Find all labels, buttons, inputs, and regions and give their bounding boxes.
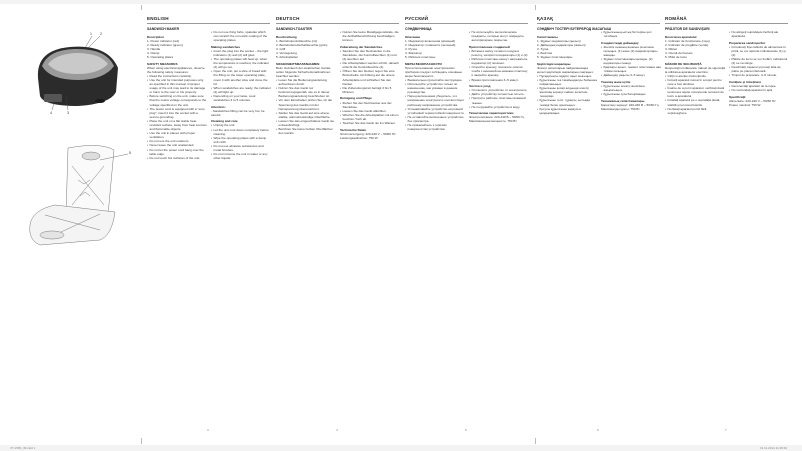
page-number: 4: [336, 428, 338, 432]
paragraph: 3. Handle: [147, 46, 161, 51]
bullet-item: • Die Zubereitungszeit beträgt 3 bis 5 Minuten.: [340, 86, 400, 94]
paragraph: 4. Clemă de blocare: [665, 50, 693, 55]
label-1: 1: [90, 32, 92, 36]
bullet-item: • Ziehen Sie den Netzstecker aus der Steckdose.: [340, 101, 400, 109]
bullet-item: • Do not use abrasive substances and metal brushes.: [211, 144, 271, 152]
text-column: [665, 32, 725, 437]
bullet-item: • Do not touch hot surfaces of the unit.: [147, 156, 207, 160]
bullet-item: • Die Arbeitsplatten werden erhitzt, danach erlischt die Kontrollleuchte (2).: [340, 61, 400, 69]
bullet-item: • Never leave the unit unattended.: [147, 143, 207, 147]
bullet-item: • Дайте устройству полностью остыть.: [469, 92, 529, 96]
bullet-item: • Do not use the unit outdoors.: [147, 139, 207, 143]
paragraph: 3. Griff: [276, 46, 286, 51]
paragraph: При использовании электрических приборов следует соблюдать основные меры безопасности:: [405, 65, 463, 78]
paragraph: - Sandwiches filling can be very hot, be careful.: [211, 108, 265, 117]
bullet-item: • Unplug the unit.: [211, 123, 271, 127]
text-column: [211, 30, 271, 435]
paragraph: 3. Тұтқа: [537, 46, 549, 51]
crop-mark: [535, 5, 536, 10]
paragraph: Максимальная мощность: 750 Вт: [469, 119, 517, 124]
paragraph: Электр аспаптарын пайдаланғанда келесі қауіпсіздік шараларын сақтаңыз:: [537, 65, 594, 74]
text-column: [405, 32, 465, 437]
paragraph: 4. Бекіткіш: [537, 50, 553, 55]
product-title: SANDWICH MAKER: [147, 27, 180, 31]
bullet-item: • Қосулы құрылғыны қараусыз қалдырмаңыз.: [537, 107, 597, 115]
bullet-item: • Nu atingeţi suprafeţele fierbinţi ale aparatului.: [729, 30, 789, 38]
bullet-item: • Устанавливайте устройство на ровной устойчивой термостойкой поверхности.: [405, 107, 465, 115]
bullet-item: • Introduceţi fişa cablului de alimentare în priză, se vor aprinde indicatoarele (1) şi (2).: [729, 45, 789, 57]
paragraph: 5. Arbeitsplatten: [276, 54, 299, 59]
bullet-item: • Қақпақты ашып, төменгі пластинаға нан тілімін салыңыз.: [601, 65, 661, 73]
bullet-item: • Use the unit in places with proper ventilation.: [147, 131, 207, 139]
section-heading: Zubereitung der Sandwiches: [340, 44, 383, 49]
section-heading: МЕРЫ БЕЗОПАСНОСТИ: [405, 61, 442, 66]
crop-mark: [535, 438, 536, 444]
section-heading: Сэндвичтерді дайындау: [601, 40, 639, 45]
bullet-item: • Құрылғыны электр желісінен ажыратыңыз.: [601, 84, 661, 92]
section-heading: Specificaţii: [729, 94, 746, 99]
paragraph: 1. Индикатор включения (красный): [405, 38, 456, 43]
bullet-item: • Перед включением убедитесь, что напряжение электросети соответствует рабочему напряжению устройства.: [405, 94, 465, 106]
section-heading: Curăţare şi întreţinere: [729, 80, 762, 85]
product-title: СЭНДВИЧНИЦА: [405, 27, 432, 31]
section-heading: Қауіпсіздік шаралары: [537, 61, 571, 66]
text-column: [147, 32, 207, 437]
bullet-item: • Timpul de preparare: 3–5 minute.: [729, 73, 789, 77]
paragraph: 1. Power indicator (red): [147, 38, 180, 43]
bullet-item: • Lassen Sie das eingeschaltete Gerät nie unbeaufsichtigt.: [276, 119, 336, 127]
section-heading: Description: [147, 34, 165, 39]
bullet-item: • Құрылғыны суға батырмаңыз.: [601, 92, 661, 96]
closed-sandwich-maker-drawing: [38, 36, 118, 110]
paragraph: When using electrical appliances, observe the following safety measures:: [147, 65, 205, 74]
bullet-item: • Stecken Sie den Netzstecker in die Steckdose, die Kontrollleuchten (1) und (2) leuchten auf.: [340, 49, 400, 61]
paragraph: 5. Рабочие пластины: [405, 54, 436, 59]
section-heading: Сипаттамасы: [537, 34, 558, 39]
product-title: СЭНДВИЧ ТОСТЕРІ БУТЕРБРОД ЖАСАҒЫШ: [537, 27, 611, 31]
bullet-item: • Откройте крышку, положите ломтик хлеба с начинкой на нижнюю пластину и закройте крышку.: [469, 65, 529, 77]
bullet-item: • Құрылғыны тегіс, тұрақты, ыстыққа төзімді бетке орнатыңыз.: [537, 98, 597, 106]
language-heading: ҚАЗАҚ: [537, 16, 554, 21]
paragraph: Leistungsaufnahme: 750 W: [340, 135, 378, 140]
language-heading: РУССКИЙ: [405, 16, 429, 21]
language-heading: ROMÂNĂ: [665, 16, 687, 21]
paragraph: 5. Жұмыс пластиналары: [537, 54, 573, 59]
bullet-item: • Внимательно прочитайте инструкцию.: [405, 78, 465, 82]
bullet-item: • Berühren Sie keine heißen Oberflächen des Geräts.: [276, 127, 336, 135]
paragraph: 3. Ручка: [405, 46, 417, 51]
paragraph: Beim Gebrauch der elektrischen Geräte sollen folgende Sicherheitsmaßnahmen beachtet werden:: [276, 65, 331, 78]
heading-rule: [537, 23, 660, 24]
bullet-item: • Дайындау уақыты 3–5 минут.: [601, 73, 661, 77]
bullet-item: • Вставьте вилку сетевого шнура в розетку, загорятся индикаторы (1) и (2).: [469, 49, 529, 57]
bullet-item: • Nu lăsaţi aparatul pornit fără supraveghere.: [665, 107, 725, 115]
bullet-item: • Tauchen Sie das Gerät nie ins Wasser.: [340, 121, 400, 125]
section-heading: Prepararea sandvişurilor: [729, 40, 766, 45]
label-4: 4: [50, 111, 52, 115]
text-column: [537, 32, 597, 437]
language-heading: ENGLISH: [147, 16, 169, 21]
bullet-item: • Nu scufundaţi aparatul în apă.: [729, 88, 789, 92]
paragraph: Putere maximă: 750 W: [729, 103, 761, 107]
section-heading: Техникалық сипаттамалары: [601, 98, 645, 103]
bullet-item: • Instalaţi aparatul pe o suprafaţă plană, stabilă şi termorezistentă.: [665, 98, 725, 106]
section-heading: Тазалау және күтім: [601, 80, 631, 85]
bullet-item: • Deconectaţi aparatul de la reţea.: [729, 84, 789, 88]
page-number: 6: [597, 428, 599, 432]
page-number: 3: [207, 428, 209, 432]
bullet-item: • Не прикасайтесь к горячим поверхностям устройства.: [405, 123, 465, 131]
heading-rule: [276, 23, 399, 24]
bullet-item: • Желілік сымның ашасын розеткаға салыңыз, (1) және (2) индикаторлары жанады.: [601, 45, 661, 57]
bullet-item: • When sandwiches are ready, the indicator (2) will light up.: [211, 86, 271, 94]
section-heading: Technische Daten: [340, 127, 367, 132]
sandwich-maker-illustration: [0, 0, 145, 451]
footer-date: 13.11.2014 11:48:40: [760, 446, 788, 450]
heading-rule: [665, 23, 788, 24]
bullet-item: • Используйте устройство только по назначению, как указано в данном руководстве.: [405, 82, 465, 94]
paragraph: 4. Clamp: [147, 50, 160, 55]
bullet-item: • Place the unit on a flat stable heat-resistant surface, away from heat sources and flammable objects.: [147, 119, 207, 131]
page-number: 7: [725, 428, 727, 432]
bullet-item: • Depending on your taste, cook sandwiches 3 to 5 minutes.: [211, 94, 271, 102]
bullet-item: • Do not immerse the unit in water or any other liquids.: [211, 152, 271, 160]
label-5: 5: [129, 151, 131, 155]
paragraph: 2. Дайындық индикаторы (жасыл): [537, 42, 586, 47]
bullet-item: • Отключите устройство от электросети.: [469, 88, 529, 92]
bullet-item: • Stellen Sie das Gerät auf eine ebene, stabile, wärmebeständige Oberfläche.: [276, 111, 336, 119]
section-heading: Attention:: [211, 104, 226, 109]
section-heading: Cleaning and care: [211, 119, 238, 124]
bullet-item: • Nutzen Sie keine Metallgegenstände, die die Antihaftbeschichtung beschädigen können.: [340, 30, 400, 42]
bullet-item: • Use the unit for intended purposes only, as specified in this manual. Improper usage of the unit may lead to its damage or harm to the user or his property.: [147, 78, 207, 94]
bullet-item: • Înainte de a porni aparatul, verificaţi dacă tensiunea reţelei corespunde tensiunii de lucru a aparatului.: [665, 86, 725, 98]
bullet-item: • Құрылғыны қосар алдында электр желісінің кернеуі сәйкес келетінін тексеріңіз.: [537, 86, 597, 98]
paragraph: 5. Operating plates: [147, 54, 174, 59]
bullet-item: • Не погружайте устройство в воду.: [469, 105, 529, 109]
bullet-item: • Протрите рабочие пластины влажной тканью.: [469, 96, 529, 104]
bullet-item: • Wischen Sie die Arbeitsplatten mit einem feuchten Tuch ab.: [340, 113, 400, 121]
section-heading: Чистка и уход: [469, 84, 491, 89]
paragraph: 2. Ready indicator (green): [147, 42, 183, 47]
bullet-item: • Рабочие пластины начнут нагреваться, индикатор (2) погаснет.: [469, 57, 529, 65]
section-heading: SAFETY MEASURES: [147, 61, 178, 66]
bullet-item: • Folosiţi aparatul numai în scopul pentru care a fost destinat.: [665, 78, 725, 86]
section-heading: SICHERHEITSMASSNAHMEN: [276, 61, 320, 66]
bullet-item: • Before switching on the unit, make sure that the mains voltage corresponds to the voltage specified on the unit.: [147, 94, 207, 106]
bullet-item: • Öffnen Sie den Deckel, legen Sie eine Brotscheibe mit Füllung auf die untere Arbeitsplatte und schließen Sie den Deckel.: [340, 69, 400, 85]
section-heading: Making sandwiches: [211, 44, 241, 49]
bullet-item: • Vor dem Einschalten prüfen Sie, ob die Spannung des Geräts mit der Netzspannung übereinstimmt.: [276, 98, 336, 110]
section-heading: Приготовление сэндвичей: [469, 44, 510, 49]
heading-rule: [405, 23, 528, 24]
crop-mark: [141, 5, 142, 10]
bullet-item: • Не оставляйте включенное устройство без присмотра.: [405, 115, 465, 123]
paragraph: 4. Verriegelung: [276, 50, 297, 55]
bullet-item: • Lesen Sie die Bedienungsanleitung aufmerksam durch.: [276, 78, 336, 86]
section-heading: Технические характеристики: [469, 111, 514, 116]
bullet-item: • Wipe the operating plates with a damp soft cloth.: [211, 136, 271, 144]
bullet-item: • The power cord is equipped with a "euro plug"; insert it into the socket with a secure grounding.: [147, 107, 207, 119]
bullet-item: • Nutzen Sie das Gerät nur bestimmungsgemäß, wie es in dieser Bedienungsanleitung beschrieben ist.: [276, 86, 336, 98]
language-heading: DEUTSCH: [276, 16, 300, 21]
paragraph: 4. Фиксатор: [405, 50, 422, 55]
paragraph: 2. Индикатор готовности (зеленый): [405, 42, 456, 47]
paragraph: Alimentare: 220-240 V ~ 50/60 Hz: [729, 98, 776, 103]
section-heading: Reinigung und Pflege: [340, 96, 372, 101]
bullet-item: • Құрылғыны тек тағайындалуы бойынша пайдаланыңыз.: [537, 78, 597, 86]
text-column: [340, 30, 400, 435]
product-title: SANDWICH-TOASTER: [276, 27, 312, 31]
paragraph: Максималды қуаты: 750 Вт: [601, 107, 640, 112]
bullet-item: • Нұсқаулықты мұқият оқып шығыңыз.: [537, 74, 597, 78]
page-number: 5: [465, 428, 467, 432]
paragraph: Respectaţi următoarele măsuri de siguranţă la utilizarea aparatelor electrice:: [665, 65, 725, 74]
bullet-item: • Let the unit cool down completely before cleaning.: [211, 128, 271, 136]
bullet-item: • Do not let the power cord hang over the table edge.: [147, 148, 207, 156]
paragraph: Қоректену кернеуі: 220-240 В ~ 50/60 Гц: [601, 103, 659, 107]
heading-rule: [147, 23, 270, 24]
bullet-item: • Lassen Sie das Gerät abkühlen.: [340, 109, 400, 113]
paragraph: 1. Indicator de funcţionare (roşu): [665, 38, 710, 43]
label-3: 3: [67, 111, 69, 115]
bullet-item: • Citiţi cu atenţie instrucţiunile.: [665, 74, 725, 78]
crop-mark: [141, 438, 142, 444]
text-column: [276, 32, 336, 437]
bullet-item: • Open the unit, put a slice of bread with the filling on the lower operating plate, cover it with another slice and close the lid.: [211, 69, 271, 85]
text-column: [729, 30, 789, 435]
paragraph: Электропитание: 220-240 В ~ 50/60 Гц: [469, 115, 525, 120]
footer-file: VT-1583_IM.indd 1: [10, 446, 36, 450]
bullet-item: • Read the instructions carefully.: [147, 74, 207, 78]
text-column: [601, 30, 661, 435]
bullet-item: • Do not use thing forks, spatulas which can scratch the non-stick coating of the operating plates.: [211, 30, 271, 42]
section-heading: Beschreibung: [276, 34, 297, 39]
bullet-item: • Insert the plug into the socket – the light indicators (1) and (2) will glow.: [211, 49, 271, 57]
bullet-item: • Время приготовления 3–5 минут.: [469, 78, 529, 82]
paragraph: 1. Betriebskontrollleuchte (rot): [276, 38, 318, 43]
product-title: PRĂJITOR DE SANDVIŞURI: [665, 27, 710, 31]
paragraph: 2. Indicator de pregătire (verde): [665, 42, 709, 47]
section-heading: MĂSURI DE SIGURANŢĂ: [665, 61, 702, 66]
bullet-item: • Deschideţi capacul şi puneţi felia de pâine pe placa inferioară.: [729, 65, 789, 73]
bullet-item: • Plăcile de lucru se vor încălzi, indicatorul (2) se va stinge.: [729, 57, 789, 65]
open-sandwich-maker-drawing: [30, 145, 128, 245]
paragraph: 3. Mâner: [665, 46, 678, 51]
section-heading: Описание: [405, 34, 421, 39]
bullet-item: • Құрылғының ыстық беттеріне қол тигізбеңіз.: [601, 30, 661, 38]
bullet-item: • Не используйте металлические предметы, которые могут повредить антипригарное покрытие.: [469, 30, 529, 42]
paragraph: Stromversorgung: 220-240 V ~ 50/60 Hz: [340, 131, 396, 136]
paragraph: 5. Plăci de lucru: [665, 54, 688, 59]
paragraph: 1. Жұмыс индикаторы (қызыл): [537, 38, 581, 43]
label-2: 2: [100, 32, 102, 36]
section-heading: Descrierea aparatului: [665, 34, 697, 39]
bullet-item: • Жұмыс пластиналары қызады, (2) индикаторы сөнеді.: [601, 57, 661, 65]
bullet-item: • The operating plates will heat up; when the temperature is reached, the indicator (2) will go out.: [211, 57, 271, 69]
text-column: [469, 30, 529, 435]
paragraph: 2. Betriebsbereitschaftsleuchte (grün): [276, 42, 328, 47]
